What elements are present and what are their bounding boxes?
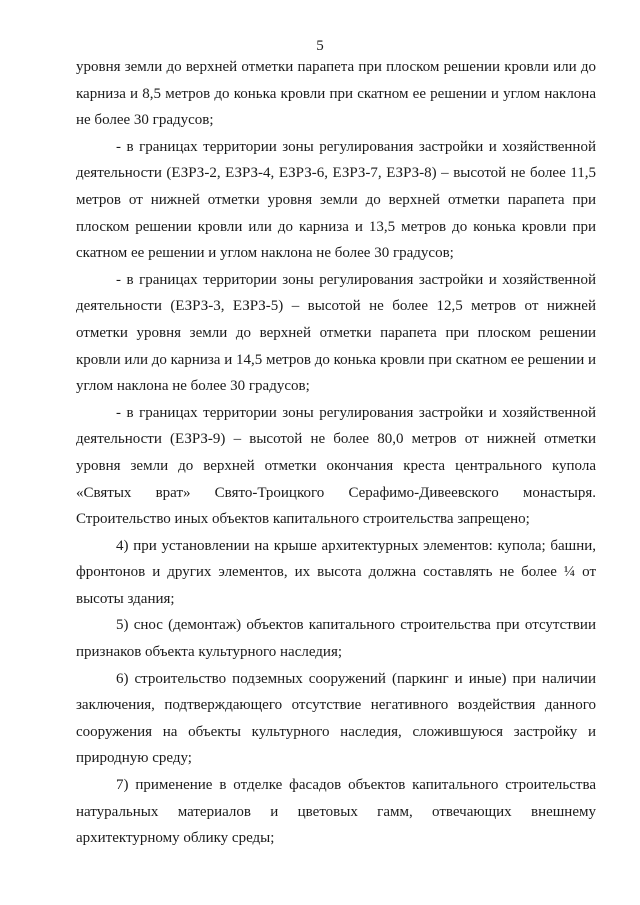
paragraph-item-7: 7) применение в отделке фасадов объектов капитального строительства натуральных материалов и цветовых гамм, отвечающих внешнему архитектурному облику среды;: [76, 777, 596, 847]
paragraph-item-5: 5) снос (демонтаж) объектов капитального строительства при отсутствии признаков объекта культурного наследия;: [76, 617, 596, 661]
document-body: [76, 54, 596, 852]
paragraph-zone-ezrz-2-4-6-7-8: - в границах территории зоны регулирования застройки и хозяйственной деятельности (ЕЗРЗ-2, ЕЗРЗ-4, ЕЗРЗ-6, ЕЗРЗ-7, ЕЗРЗ-8) – высотой не более 11,5 метров от нижней отметки уровня земли до верхней отметки парапета при плоском решении кровли или до карниза и 13,5 метров до конька кровли при скатном ее решении и углом наклона не более 30 градусов;: [76, 138, 596, 262]
page-number: 5: [316, 38, 324, 54]
paragraph-zone-ezrz-9: - в границах территории зоны регулирования застройки и хозяйственной деятельности (ЕЗРЗ-9) – высотой не более 80,0 метров от нижней отметки уровня земли до верхней отметки окончания креста центрального купола «Святых врат» Свято-Троицкого Серафимо-Дивеевского монастыря. Строительство иных объектов капитального строительства запрещено;: [76, 404, 596, 528]
paragraph-height-limit-continuation: уровня земли до верхней отметки парапета при плоском решении кровли или до карниза и 8,5 метров до конька кровли при скатном ее решении и углом наклона не более 30 градусов;: [76, 59, 596, 129]
paragraph-item-4: 4) при установлении на крыше архитектурных элементов: купола; башни, фронтонов и других элементов, их высота должна составлять не более ¼ от высоты здания;: [76, 537, 596, 607]
paragraph-zone-ezrz-3-5: - в границах территории зоны регулирования застройки и хозяйственной деятельности (ЕЗРЗ-3, ЕЗРЗ-5) – высотой не более 12,5 метров от нижней отметки уровня земли до верхней отметки парапета при плоском решении кровли или до карниза и 14,5 метров до конька кровли при скатном ее решении и углом наклона не более 30 градусов;: [76, 271, 597, 395]
paragraph-item-6: 6) строительство подземных сооружений (паркинг и иные) при наличии заключения, подтверждающего отсутствие негативного воздействия данного сооружения на объекты культурного наследия, сложившуюся застройку и природную среду;: [76, 670, 596, 767]
